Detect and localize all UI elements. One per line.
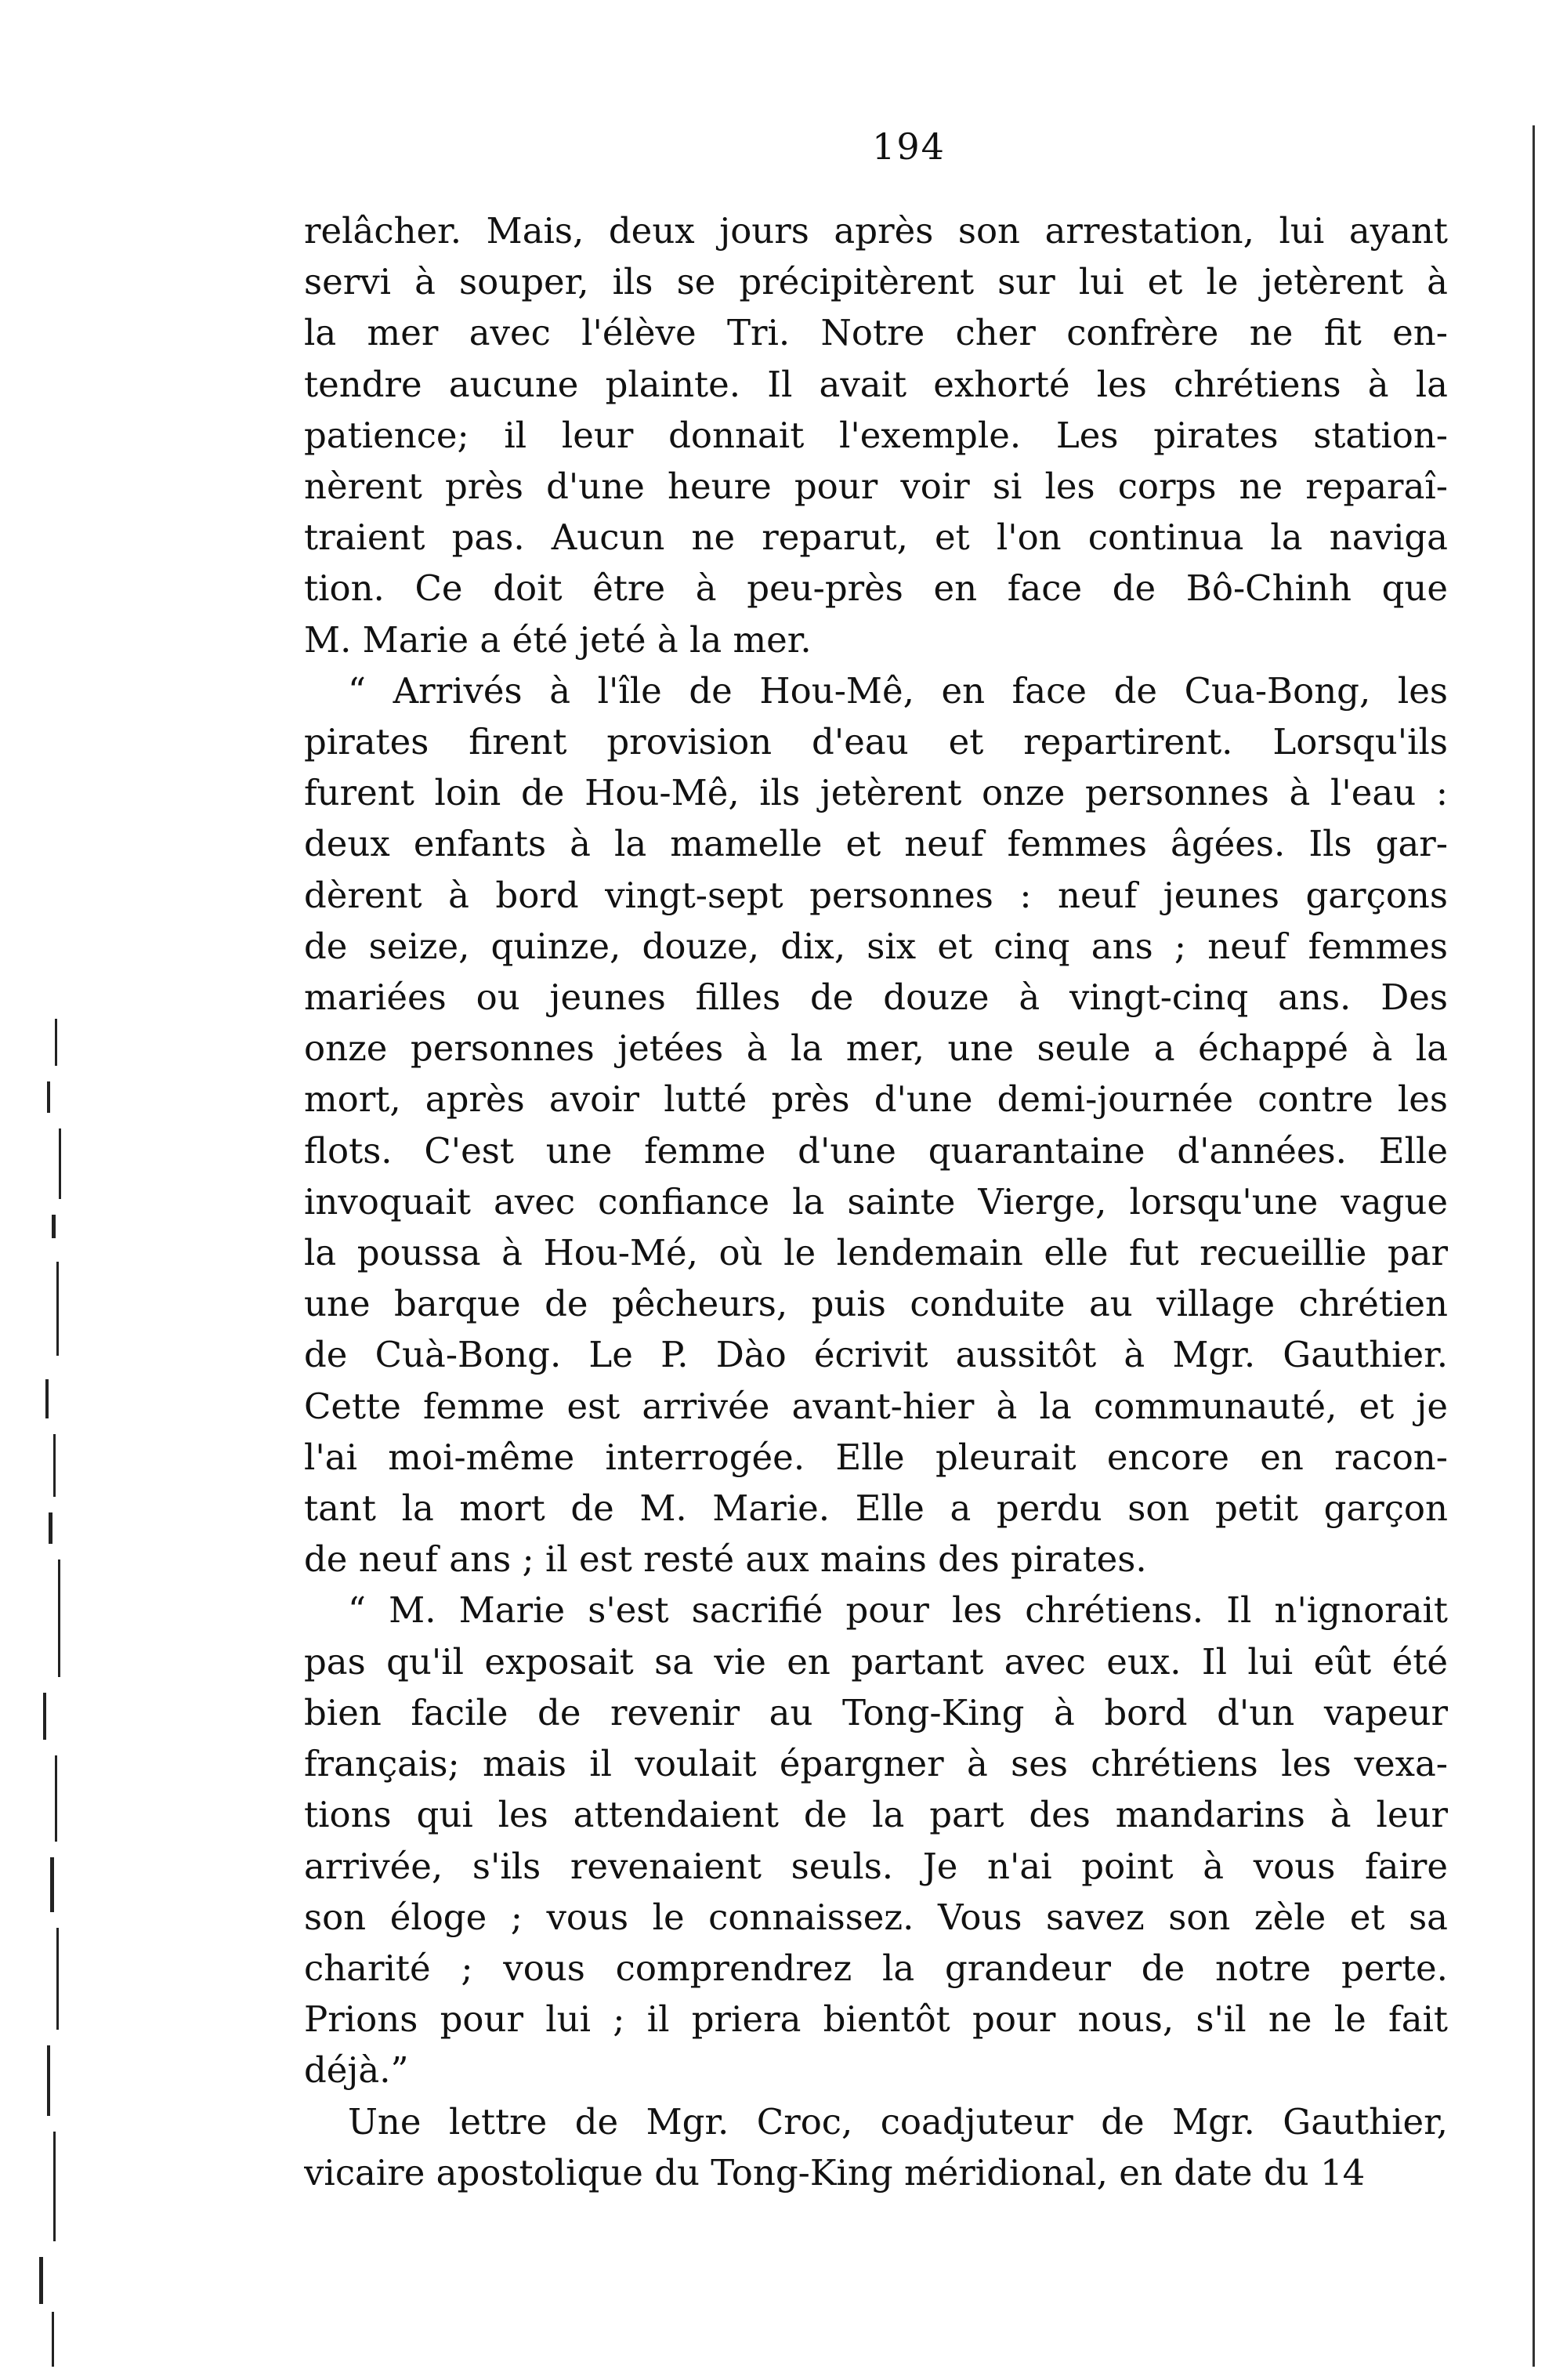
edge-mark bbox=[52, 1215, 56, 1238]
text-line: de neuf ans ; il est resté aux mains des pirates. bbox=[304, 1538, 1147, 1581]
text-line: onze personnes jetées à la mer, une seule a échappé à la bbox=[304, 1027, 1448, 1070]
text-line: “ M. Marie s'est sacrifié pour les chrétiens. Il n'ignorait bbox=[348, 1589, 1448, 1632]
text-line: bien facile de revenir au Tong-King à bord d'un vapeur bbox=[304, 1691, 1448, 1733]
text-line: tant la mort de M. Marie. Elle a perdu son petit garçon bbox=[304, 1487, 1448, 1530]
body-text bbox=[304, 205, 1448, 2198]
edge-mark bbox=[49, 1512, 52, 1544]
text-line: mort, après avoir lutté près d'une demi-journée contre les bbox=[304, 1078, 1448, 1121]
edge-mark bbox=[52, 2312, 54, 2367]
edge-mark bbox=[47, 2045, 50, 2116]
edge-mark bbox=[50, 1857, 54, 1912]
edge-mark bbox=[58, 1559, 60, 1677]
text-line: l'ai moi-même interrogée. Elle pleurait encore en racon- bbox=[304, 1436, 1448, 1478]
text-line: flots. C'est une femme d'une quarantaine d'années. Elle bbox=[304, 1129, 1448, 1172]
text-line: invoquait avec confiance la sainte Vierge, lorsqu'une vague bbox=[304, 1180, 1448, 1223]
edge-mark bbox=[53, 1434, 56, 1497]
text-line: furent loin de Hou-Mê, ils jetèrent onze personnes à l'eau : bbox=[304, 772, 1448, 814]
text-line: M. Marie a été jeté à la mer. bbox=[304, 618, 812, 661]
edge-mark bbox=[43, 1693, 46, 1740]
text-line: charité ; vous comprendrez la grandeur de notre perte. bbox=[304, 1947, 1448, 1989]
text-line: relâcher. Mais, deux jours après son arrestation, lui ayant bbox=[304, 210, 1448, 252]
text-line: dèrent à bord vingt-sept personnes : neuf jeunes garçons bbox=[304, 874, 1448, 916]
text-line: pirates firent provision d'eau et repartirent. Lorsqu'ils bbox=[304, 721, 1448, 763]
text-line: une barque de pêcheurs, puis conduite au village chrétien bbox=[304, 1283, 1448, 1325]
text-line: français; mais il voulait épargner à ses chrétiens les vexa- bbox=[304, 1743, 1448, 1785]
edge-mark bbox=[53, 2132, 56, 2241]
text-line: déjà.” bbox=[304, 2049, 409, 2092]
text-line: Une lettre de Mgr. Croc, coadjuteur de Mgr. Gauthier, bbox=[348, 2100, 1448, 2143]
text-line: la mer avec l'élève Tri. Notre cher confrère ne fit en- bbox=[304, 312, 1448, 354]
text-line: traient pas. Aucun ne reparut, et l'on continua la naviga bbox=[304, 516, 1448, 559]
edge-mark bbox=[55, 1019, 57, 1066]
text-line: Prions pour lui ; il priera bientôt pour nous, s'il ne le fait bbox=[304, 1998, 1448, 2041]
paragraph bbox=[304, 665, 1448, 1585]
text-line: mariées ou jeunes filles de douze à vingt-cinq ans. Des bbox=[304, 976, 1448, 1019]
text-line: tion. Ce doit être à peu-près en face de Bô-Chinh que bbox=[304, 567, 1448, 610]
text-line: “ Arrivés à l'île de Hou-Mê, en face de Cua-Bong, les bbox=[348, 669, 1448, 712]
text-line: deux enfants à la mamelle et neuf femmes âgées. Ils gar- bbox=[304, 823, 1448, 865]
paragraph bbox=[304, 205, 1448, 665]
text-line: servi à souper, ils se précipitèrent sur lui et le jetèrent à bbox=[304, 261, 1448, 303]
text-line: nèrent près d'une heure pour voir si les corps ne reparaî- bbox=[304, 465, 1448, 508]
text-line: de seize, quinze, douze, dix, six et cinq ans ; neuf femmes bbox=[304, 925, 1448, 967]
page-number: 194 bbox=[872, 125, 946, 168]
text-line: la poussa à Hou-Mé, où le lendemain elle fut recueillie par bbox=[304, 1232, 1448, 1274]
page-edge-rule bbox=[1532, 125, 1535, 2367]
binding-edge-artifacts bbox=[0, 1011, 71, 2375]
text-line: son éloge ; vous le connaissez. Vous savez son zèle et sa bbox=[304, 1896, 1448, 1938]
edge-mark bbox=[39, 2257, 43, 2304]
text-line: Cette femme est arrivée avant-hier à la communauté, et je bbox=[304, 1385, 1448, 1427]
edge-mark bbox=[56, 1262, 59, 1356]
paragraph bbox=[304, 2096, 1448, 2198]
paragraph bbox=[304, 1585, 1448, 2096]
text-line: vicaire apostolique du Tong-King méridional, en date du 14 bbox=[304, 2151, 1366, 2193]
text-line: pas qu'il exposait sa vie en partant avec eux. Il lui eût été bbox=[304, 1640, 1448, 1683]
edge-mark bbox=[47, 1081, 50, 1113]
text-line: tions qui les attendaient de la part des mandarins à leur bbox=[304, 1794, 1448, 1836]
text-line: patience; il leur donnait l'exemple. Les pirates station- bbox=[304, 414, 1448, 456]
text-line: tendre aucune plainte. Il avait exhorté les chrétiens à la bbox=[304, 363, 1448, 405]
text-line: arrivée, s'ils revenaient seuls. Je n'ai point à vous faire bbox=[304, 1845, 1448, 1887]
edge-mark bbox=[45, 1379, 49, 1418]
text-line: de Cuà-Bong. Le P. Dào écrivit aussitôt à Mgr. Gauthier. bbox=[304, 1334, 1448, 1376]
edge-mark bbox=[55, 1755, 57, 1842]
edge-mark bbox=[56, 1928, 59, 2030]
edge-mark bbox=[59, 1128, 61, 1199]
